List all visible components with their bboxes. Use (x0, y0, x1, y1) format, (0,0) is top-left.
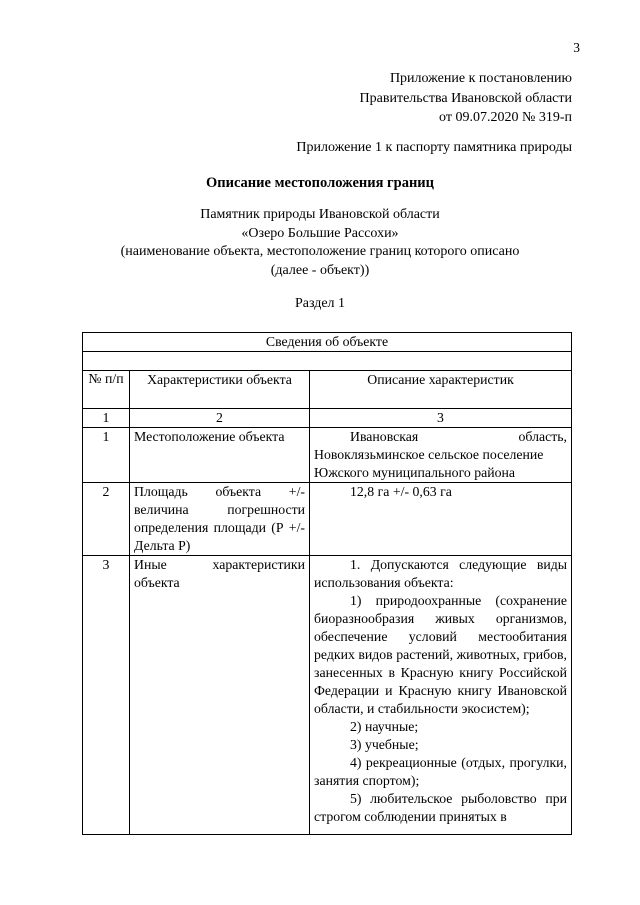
column-number-2: 2 (130, 409, 310, 428)
table-empty-cell (83, 352, 572, 371)
table-row (83, 483, 572, 556)
description-line: Ивановская область, (350, 429, 568, 444)
page-number: 3 (573, 40, 580, 55)
table-title: Сведения об объекте (83, 333, 572, 352)
description-line: Южского муниципального района (314, 465, 516, 480)
header-num: № п/п (83, 371, 130, 409)
row-characteristic: Площадь объекта +/- величина погрешности определения площади (Р +/- Дельта Р) (130, 483, 310, 556)
description-paragraph: 4) рекреационные (отдых, прогулки, занятия спортом); (314, 755, 568, 788)
table-title-row (83, 333, 572, 352)
description-line: Новоклязьминское сельское поселение (314, 447, 544, 462)
description-paragraph: 3) учебные; (350, 737, 419, 752)
object-line-2: «Озеро Большие Рассохи» (241, 225, 399, 241)
table-empty-row (83, 352, 572, 371)
row-characteristic: Иные характеристики объекта (130, 556, 310, 835)
row-description (310, 556, 572, 835)
appendix-line-2: Правительства Ивановской области (359, 91, 572, 106)
object-name-block (0, 206, 640, 280)
description-paragraph: 2) научные; (350, 719, 419, 734)
object-info-table (82, 332, 572, 835)
description-clip (314, 556, 567, 834)
row-number: 2 (83, 483, 130, 556)
row-description (310, 483, 572, 556)
table-header-row (83, 371, 572, 409)
row-number: 3 (83, 556, 130, 835)
passport-appendix-label: Приложение 1 к паспорту памятника природы (296, 140, 572, 155)
table-row (83, 556, 572, 835)
description-paragraph: 1) природоохранные (сохранение биоразнообразия живых организмов, обеспечение условий местообитания редких видов растений, животных, грибов, занесенных в Красную книгу Российской Федерации и Красную книгу Ивановской области, и стабильности экосистем); (314, 593, 568, 716)
object-line-3: (наименование объекта, местоположение границ которого описано (120, 244, 520, 259)
row-number: 1 (83, 428, 130, 483)
column-number-3: 3 (310, 409, 572, 428)
description-paragraph: 1. Допускаются следующие виды использования объекта: (314, 557, 568, 590)
table-column-numbers-row (83, 409, 572, 428)
column-number-1: 1 (83, 409, 130, 428)
object-line-1: Памятник природы Ивановской области (200, 207, 440, 222)
document-title: Описание местоположения границ (205, 175, 435, 191)
appendix-line-3: от 09.07.2020 № 319-п (439, 110, 572, 125)
object-line-4: (далее - объект)) (270, 262, 370, 278)
row-description (310, 428, 572, 483)
row-characteristic: Местоположение объекта (130, 428, 310, 483)
appendix-line-1: Приложение к постановлению (389, 71, 572, 86)
description-line: 12,8 га +/- 0,63 га (350, 484, 452, 499)
table-row (83, 428, 572, 483)
header-description: Описание характеристик (310, 371, 572, 409)
description-paragraph: 5) любительское рыболовство при строгом соблюдении принятых в (314, 791, 568, 824)
header-characteristics: Характеристики объекта (130, 371, 310, 409)
section-heading: Раздел 1 (294, 296, 346, 311)
